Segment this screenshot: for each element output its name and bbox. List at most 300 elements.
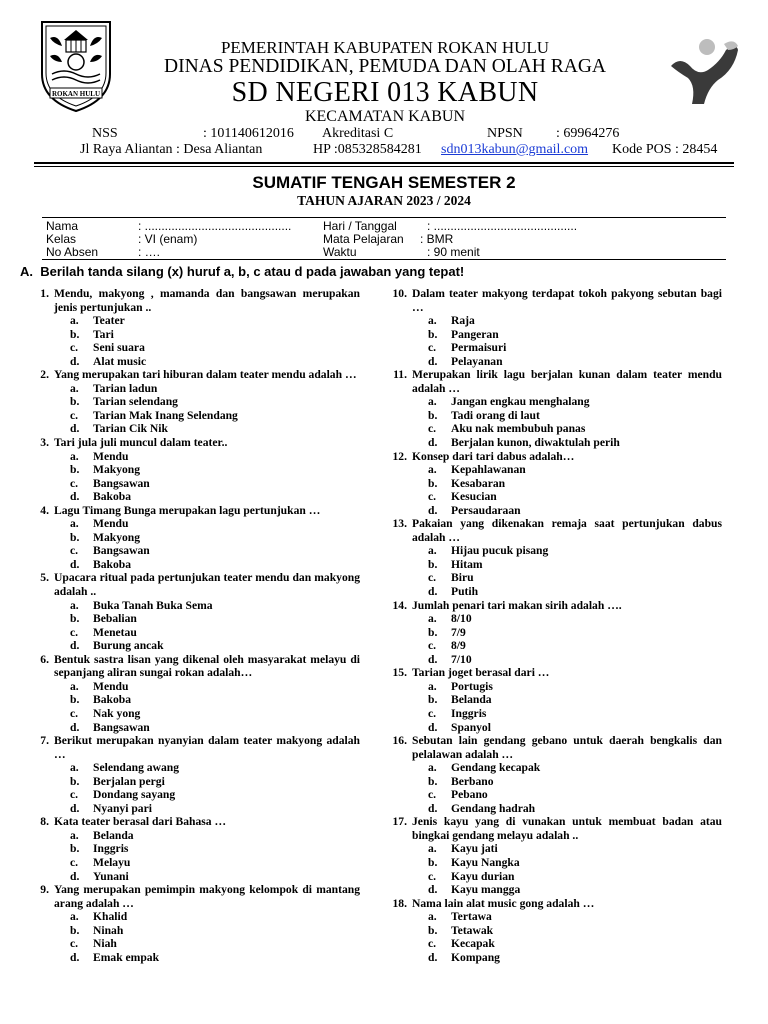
answer-option[interactable] — [70, 937, 360, 951]
mapel-value: : BMR — [420, 232, 454, 246]
option-text: Mendu — [93, 679, 129, 693]
option-text: Pelayanan — [451, 354, 503, 368]
answer-option[interactable] — [70, 802, 360, 816]
answer-option[interactable] — [70, 639, 360, 653]
answer-option[interactable] — [70, 341, 360, 355]
answer-option[interactable] — [428, 626, 722, 640]
question-number: 7. — [40, 734, 49, 748]
option-letter: b. — [70, 693, 80, 707]
option-letter: c. — [70, 937, 79, 951]
answer-option[interactable] — [70, 395, 360, 409]
option-letter: d. — [428, 950, 438, 964]
tanggal-field[interactable]: : ........................................... — [427, 219, 578, 233]
option-letter: b. — [428, 476, 438, 490]
question-number: 1. — [40, 287, 49, 300]
option-text: Tertawa — [451, 910, 492, 924]
question-text: Jenis kayu yang di vunakan untuk membuat badan atau bingkai gendang melayu adalah .. — [412, 815, 722, 842]
answer-option[interactable] — [70, 422, 360, 436]
option-letter: b. — [70, 612, 80, 626]
student-info-box — [42, 217, 726, 260]
answer-option[interactable] — [70, 463, 360, 477]
option-text: Makyong — [93, 463, 141, 477]
option-letter: d. — [70, 950, 80, 964]
option-text: Kecapak — [451, 937, 495, 951]
answer-option[interactable] — [70, 531, 360, 545]
answer-option[interactable] — [428, 409, 722, 423]
option-text: Mendu — [93, 517, 129, 531]
option-letter: a. — [428, 463, 437, 477]
npsn-label: NPSN — [487, 126, 523, 141]
answer-option[interactable] — [70, 761, 360, 775]
option-letter: c. — [70, 408, 79, 422]
question-item — [386, 517, 722, 598]
question-number: 15. — [392, 666, 407, 680]
answer-option[interactable] — [428, 693, 722, 707]
answer-option[interactable] — [428, 490, 722, 504]
option-text: Tetawak — [451, 923, 494, 937]
option-letter: c. — [70, 855, 79, 869]
answer-option[interactable] — [70, 626, 360, 640]
question-item — [28, 883, 360, 964]
question-item — [28, 287, 360, 368]
option-letter: a. — [70, 314, 79, 328]
option-letter: d. — [428, 883, 438, 897]
option-letter: a. — [70, 761, 79, 775]
option-letter: d. — [70, 422, 80, 436]
option-letter: b. — [70, 530, 80, 544]
questions-right-column — [386, 287, 722, 964]
question-number: 8. — [40, 815, 49, 829]
question-body — [54, 571, 360, 652]
answer-option[interactable] — [428, 870, 722, 884]
question-number: 4. — [40, 503, 49, 517]
question-text: Nama lain alat music gong adalah … — [412, 896, 595, 910]
answer-option[interactable] — [428, 707, 722, 721]
address: Jl Raya Aliantan : Desa Aliantan — [80, 142, 263, 157]
answer-option[interactable] — [70, 856, 360, 870]
answer-option[interactable] — [70, 558, 360, 572]
question-item — [28, 653, 360, 734]
option-text: Pangeran — [451, 327, 499, 341]
option-text: Aku nak membubuh panas — [451, 422, 586, 436]
answer-option[interactable] — [70, 409, 360, 423]
answer-option[interactable] — [70, 721, 360, 735]
option-letter: a. — [70, 828, 79, 842]
question-text: Sebutan lain gendang gebano untuk daerah bengkalis dan pelalawan adalah … — [412, 734, 722, 761]
answer-option[interactable] — [428, 585, 722, 599]
option-text: Inggris — [451, 706, 487, 720]
waktu-label: Waktu — [323, 245, 357, 259]
district-line: KECAMATAN KABUN — [304, 108, 466, 125]
option-text: Burung ancak — [93, 639, 164, 653]
question-body — [54, 734, 360, 815]
option-text: Kesucian — [451, 490, 497, 504]
question-text: Berikut merupakan nyanyian dalam teater makyong adalah … — [54, 734, 360, 761]
answer-option[interactable] — [70, 599, 360, 613]
question-text: Merupakan lirik lagu berjalan kunan dalam teater mendu adalah … — [412, 368, 722, 395]
option-text: Belanda — [93, 828, 134, 842]
nss-label: NSS — [92, 126, 118, 141]
option-letter: b. — [428, 408, 438, 422]
svg-text:ROKAN HULU: ROKAN HULU — [51, 90, 101, 98]
question-number: 17. — [392, 815, 407, 829]
option-text: Persaudaraan — [451, 503, 521, 517]
answer-option[interactable] — [428, 355, 722, 369]
option-letter: c. — [70, 706, 79, 720]
option-letter: a. — [428, 761, 437, 775]
option-letter: b. — [428, 327, 438, 341]
question-text: Pakaian yang dikenakan remaja saat pertunjukan dabus adalah … — [412, 517, 722, 544]
option-text: Yunani — [93, 869, 129, 883]
option-text: Ninah — [93, 923, 124, 937]
option-text: Tarian Cik Nik — [93, 422, 168, 436]
option-text: Spanyol — [451, 720, 491, 734]
option-text: Kompang — [451, 950, 500, 964]
email-link[interactable]: sdn013kabun@gmail.com — [441, 142, 589, 157]
answer-option[interactable] — [428, 951, 722, 965]
answer-option[interactable] — [70, 490, 360, 504]
question-body — [54, 436, 360, 504]
absen-label: No Absen — [46, 245, 99, 259]
option-text: Putih — [451, 585, 479, 599]
option-text: Belanda — [451, 693, 492, 707]
option-letter: d. — [428, 801, 438, 815]
option-letter: c. — [70, 625, 79, 639]
option-letter: d. — [428, 652, 438, 666]
question-item — [28, 436, 360, 504]
question-item — [386, 897, 722, 965]
option-letter: a. — [70, 679, 79, 693]
header-divider-thin — [34, 166, 734, 167]
answer-option[interactable] — [70, 314, 360, 328]
nama-label: Nama — [46, 219, 79, 233]
option-letter: d. — [428, 585, 438, 599]
question-text: Konsep dari tari dabus adalah… — [412, 449, 575, 463]
option-text: Bakoba — [93, 557, 132, 571]
option-letter: a. — [428, 314, 437, 328]
question-item — [28, 368, 360, 436]
answer-option[interactable] — [428, 775, 722, 789]
option-text: Menetau — [93, 625, 137, 639]
answer-option[interactable] — [428, 422, 722, 436]
option-text: Kayu Nangka — [451, 855, 520, 869]
question-text: Kata teater berasal dari Bahasa … — [54, 815, 227, 829]
answer-option[interactable] — [70, 355, 360, 369]
question-body — [412, 815, 722, 896]
phone: HP :085328584281 — [313, 142, 422, 157]
option-text: Portugis — [451, 679, 493, 693]
option-text: 8/10 — [451, 612, 472, 626]
answer-option[interactable] — [428, 653, 722, 667]
option-letter: a. — [70, 449, 79, 463]
option-letter: c. — [70, 476, 79, 490]
school-figure-logo — [668, 36, 742, 106]
answer-option[interactable] — [70, 680, 360, 694]
question-text: Yang merupakan tari hiburan dalam teater mendu adalah … — [54, 368, 357, 382]
question-body — [412, 287, 722, 368]
option-text: 7/9 — [451, 625, 466, 639]
question-text: Tarian joget berasal dari … — [412, 666, 550, 680]
option-letter: c. — [428, 937, 437, 951]
section-letter: A. — [20, 264, 33, 279]
answer-option[interactable] — [70, 707, 360, 721]
question-body — [412, 368, 722, 449]
answer-option[interactable] — [428, 612, 722, 626]
option-text: Berjalan pergi — [93, 774, 165, 788]
answer-option[interactable] — [428, 477, 722, 491]
answer-option[interactable] — [428, 937, 722, 951]
answer-option[interactable] — [428, 761, 722, 775]
question-number: 13. — [392, 517, 407, 531]
option-text: Dondang sayang — [93, 788, 176, 802]
option-text: Bakoba — [93, 490, 132, 504]
option-text: Gendang kecapak — [451, 761, 541, 775]
option-text: Tadi orang di laut — [451, 408, 540, 422]
answer-option[interactable] — [428, 341, 722, 355]
academic-year: TAHUN AJARAN 2023 / 2024 — [297, 193, 471, 208]
question-item — [386, 450, 722, 518]
option-text: Teater — [93, 314, 125, 328]
option-letter: b. — [428, 625, 438, 639]
question-item — [386, 666, 722, 734]
option-letter: d. — [428, 436, 438, 450]
option-letter: d. — [428, 720, 438, 734]
answer-option[interactable] — [70, 544, 360, 558]
option-text: Hitam — [451, 557, 483, 571]
answer-option[interactable] — [70, 477, 360, 491]
question-text: Tari jula juli muncul dalam teater.. — [54, 436, 228, 450]
question-body — [412, 666, 722, 734]
question-item — [386, 815, 722, 896]
answer-option[interactable] — [428, 802, 722, 816]
option-letter: c. — [428, 639, 437, 653]
option-letter: c. — [70, 788, 79, 802]
question-text: Dalam teater makyong terdapat tokoh pakyong sebutan bagi … — [412, 287, 722, 314]
option-text: Bangsawan — [93, 544, 150, 558]
answer-option[interactable] — [428, 395, 722, 409]
nss-value: : 101140612016 — [203, 126, 294, 141]
option-text: Mendu — [93, 449, 129, 463]
question-body — [54, 883, 360, 964]
answer-option[interactable] — [70, 328, 360, 342]
exam-title: SUMATIF TENGAH SEMESTER 2 — [252, 173, 516, 192]
question-text: Upacara ritual pada pertunjukan teater mendu dan makyong adalah .. — [54, 571, 360, 599]
option-text: Kayu durian — [451, 869, 515, 883]
option-letter: d. — [428, 354, 438, 368]
questions-left-column — [28, 287, 360, 964]
header-divider-thick — [34, 162, 734, 164]
option-text: Niah — [93, 937, 117, 951]
option-letter: b. — [428, 855, 438, 869]
answer-option[interactable] — [428, 721, 722, 735]
option-text: Bakoba — [93, 693, 132, 707]
option-text: Jangan engkau menghalang — [451, 395, 590, 409]
option-text: Tari — [93, 327, 114, 341]
answer-option[interactable] — [70, 382, 360, 396]
option-text: Biru — [451, 571, 474, 585]
option-text: Bangsawan — [93, 720, 150, 734]
answer-option[interactable] — [70, 842, 360, 856]
option-text: Bangsawan — [93, 476, 150, 490]
question-number: 12. — [392, 449, 407, 463]
option-letter: c. — [70, 544, 79, 558]
option-text: Gendang hadrah — [451, 801, 536, 815]
question-number: 11. — [393, 368, 407, 382]
option-letter: d. — [70, 354, 80, 368]
rokan-hulu-crest-logo — [36, 16, 116, 114]
option-letter: a. — [428, 395, 437, 409]
answer-option[interactable] — [428, 910, 722, 924]
option-letter: c. — [428, 341, 437, 355]
option-letter: a. — [428, 612, 437, 626]
option-text: Nak yong — [93, 706, 141, 720]
npsn-value: : 69964276 — [556, 126, 620, 141]
question-number: 10. — [392, 287, 407, 300]
question-body — [412, 897, 722, 965]
option-letter: a. — [428, 842, 437, 856]
answer-option[interactable] — [428, 680, 722, 694]
option-text: Kepahlawanan — [451, 463, 526, 477]
question-text: Lagu Timang Bunga merupakan lagu pertunjukan … — [54, 503, 321, 517]
option-letter: c. — [70, 341, 79, 355]
option-letter: d. — [70, 801, 80, 815]
answer-option[interactable] — [428, 463, 722, 477]
option-letter: d. — [70, 639, 80, 653]
answer-option[interactable] — [70, 450, 360, 464]
option-letter: a. — [428, 679, 437, 693]
option-letter: a. — [428, 910, 437, 924]
answer-option[interactable] — [70, 788, 360, 802]
option-text: Buka Tanah Buka Sema — [93, 598, 213, 612]
option-letter: b. — [70, 842, 80, 856]
kelas-value: : VI (enam) — [138, 232, 198, 246]
question-body — [54, 653, 360, 734]
option-letter: c. — [428, 490, 437, 504]
answer-option[interactable] — [70, 775, 360, 789]
answer-option[interactable] — [428, 883, 722, 897]
question-item — [386, 287, 722, 368]
question-body — [412, 599, 722, 667]
option-text: Permaisuri — [451, 341, 507, 355]
option-letter: a. — [70, 381, 79, 395]
option-text: Bebalian — [93, 612, 137, 626]
option-letter: a. — [70, 910, 79, 924]
answer-option[interactable] — [428, 314, 722, 328]
question-text: Jumlah penari tari makan sirih adalah …. — [412, 598, 622, 612]
option-text: Inggris — [93, 842, 129, 856]
postal-code: Kode POS : 28454 — [612, 142, 718, 157]
instruction-text: Berilah tanda silang (x) huruf a, b, c atau d pada jawaban yang tepat! — [40, 264, 465, 279]
answer-option[interactable] — [70, 924, 360, 938]
question-item — [28, 815, 360, 883]
answer-option[interactable] — [428, 544, 722, 558]
question-number: 16. — [392, 734, 407, 748]
question-item — [386, 368, 722, 449]
answer-option[interactable] — [70, 870, 360, 884]
answer-option[interactable] — [428, 924, 722, 938]
option-text: Kesabaran — [451, 476, 506, 490]
option-text: Selendang awang — [93, 761, 180, 775]
option-letter: d. — [70, 720, 80, 734]
option-letter: b. — [70, 395, 80, 409]
option-text: Alat music — [93, 354, 147, 368]
question-item — [386, 734, 722, 815]
answer-option[interactable] — [428, 504, 722, 518]
option-letter: d. — [428, 503, 438, 517]
question-body — [54, 368, 360, 436]
question-item — [28, 504, 360, 572]
answer-option[interactable] — [428, 558, 722, 572]
option-letter: d. — [70, 869, 80, 883]
option-letter: a. — [428, 544, 437, 558]
answer-option[interactable] — [70, 693, 360, 707]
question-number: 2. — [40, 368, 49, 382]
option-letter: a. — [70, 598, 79, 612]
answer-option[interactable] — [428, 571, 722, 585]
school-name: SD NEGERI 013 KABUN — [231, 77, 539, 108]
option-text: Raja — [451, 314, 475, 328]
option-letter: b. — [428, 557, 438, 571]
question-body — [412, 517, 722, 598]
option-letter: c. — [428, 788, 437, 802]
option-text: Melayu — [93, 855, 131, 869]
answer-option[interactable] — [70, 910, 360, 924]
option-text: Tarian Mak Inang Selendang — [93, 408, 238, 422]
option-letter: b. — [70, 463, 80, 477]
question-body — [412, 734, 722, 815]
question-number: 9. — [40, 883, 49, 897]
answer-option[interactable] — [428, 842, 722, 856]
section-instruction — [20, 264, 464, 279]
question-text: Bentuk sastra lisan yang dikenal oleh masyarakat melayu di sepanjang aliran sungai rokan adalah… — [54, 652, 360, 680]
question-number: 5. — [40, 571, 49, 585]
question-body — [54, 287, 360, 368]
question-number: 14. — [392, 598, 407, 612]
answer-option[interactable] — [70, 829, 360, 843]
answer-option[interactable] — [70, 612, 360, 626]
question-text: Mendu, makyong , mamanda dan bangsawan merupakan jenis pertunjukan .. — [54, 287, 360, 314]
answer-option[interactable] — [428, 436, 722, 450]
option-text: Nyanyi pari — [93, 801, 152, 815]
option-text: Kayu jati — [451, 842, 498, 856]
answer-option[interactable] — [70, 517, 360, 531]
question-number: 6. — [40, 652, 49, 666]
option-letter: c. — [428, 422, 437, 436]
question-body — [412, 450, 722, 518]
nama-field[interactable]: : ............................................ — [138, 219, 292, 233]
answer-option[interactable] — [428, 328, 722, 342]
option-text: Berbano — [451, 774, 494, 788]
answer-option[interactable] — [428, 788, 722, 802]
option-text: Kayu mangga — [451, 883, 521, 897]
option-text: Makyong — [93, 530, 141, 544]
option-letter: b. — [428, 693, 438, 707]
answer-option[interactable] — [428, 639, 722, 653]
option-text: 8/9 — [451, 639, 466, 653]
question-item — [28, 571, 360, 652]
option-letter: b. — [428, 923, 438, 937]
option-letter: b. — [428, 774, 438, 788]
option-text: Pebano — [451, 788, 488, 802]
question-item — [386, 599, 722, 667]
option-letter: c. — [428, 706, 437, 720]
option-text: Emak empak — [93, 950, 160, 964]
absen-field[interactable]: : …. — [138, 245, 161, 259]
question-body — [54, 815, 360, 883]
answer-option[interactable] — [70, 951, 360, 965]
answer-option[interactable] — [428, 856, 722, 870]
option-letter: c. — [428, 571, 437, 585]
